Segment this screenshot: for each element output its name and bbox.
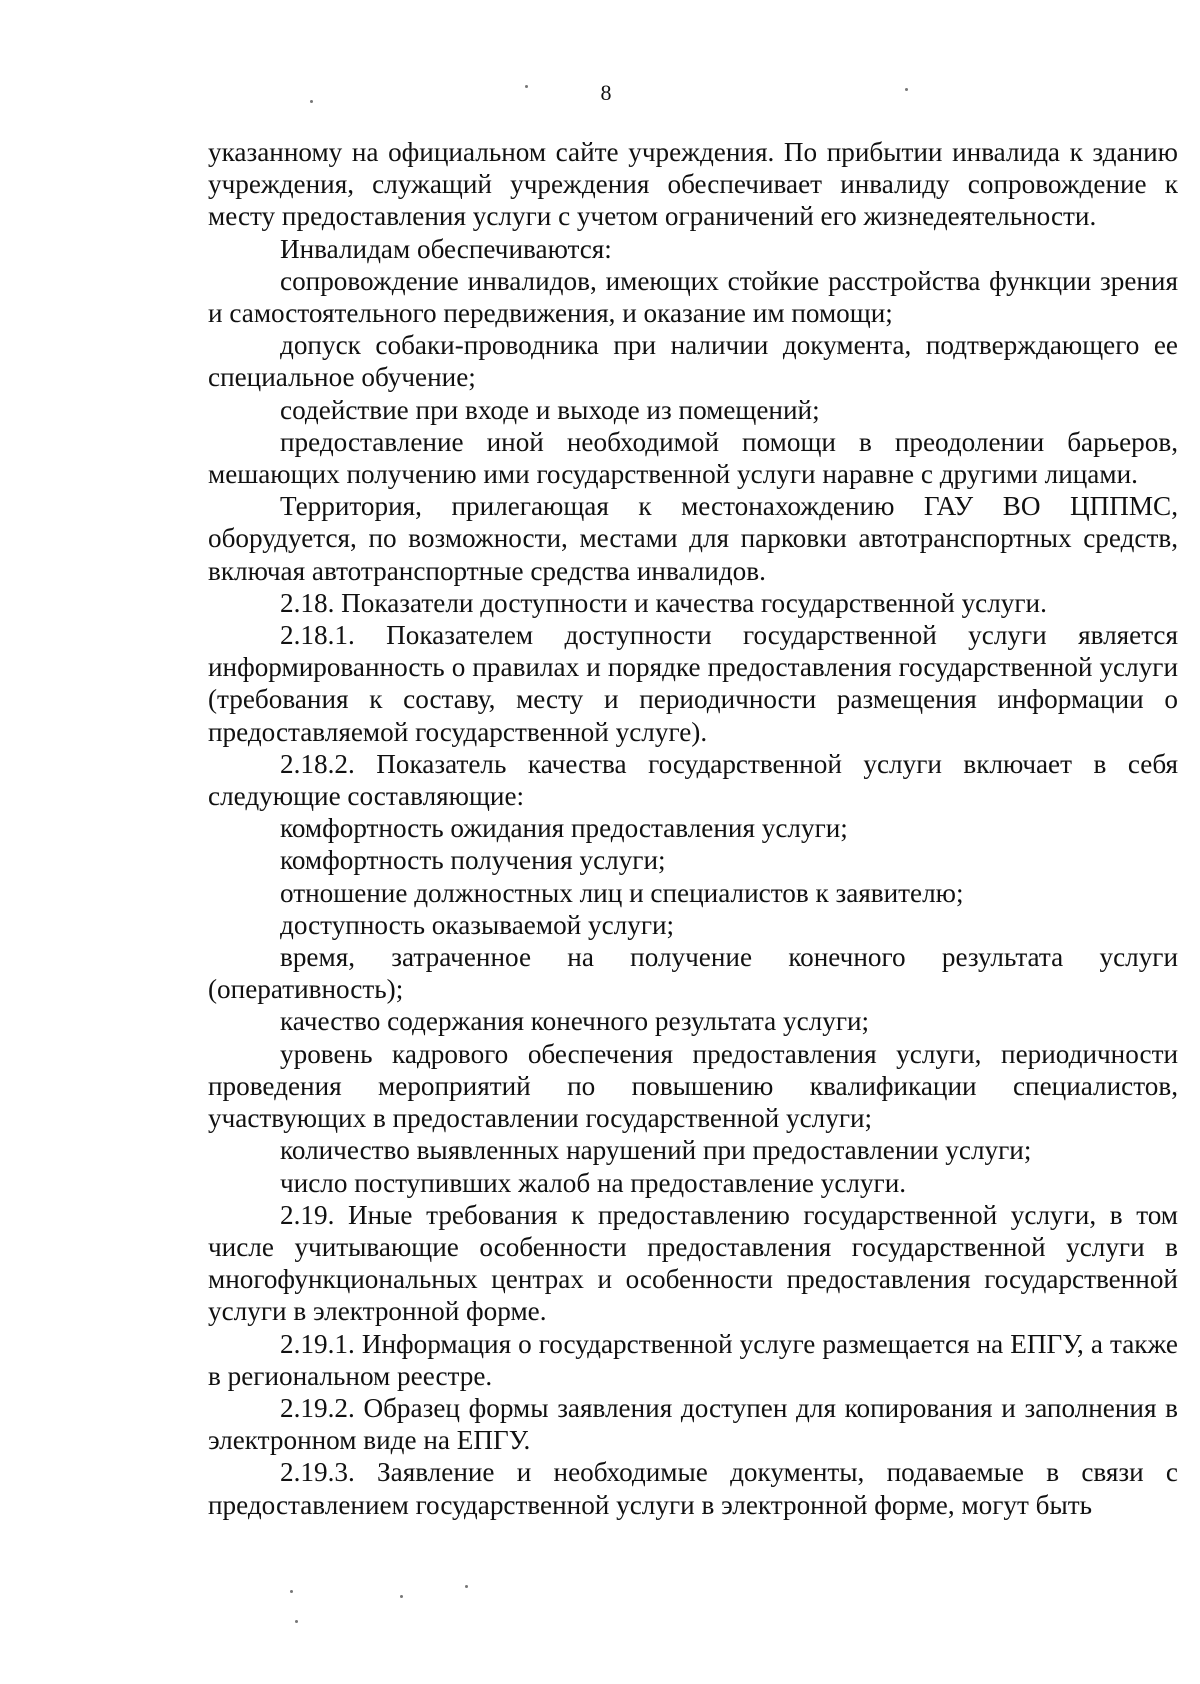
scan-speck — [400, 1595, 403, 1598]
paragraph: допуск собаки-проводника при наличии документа, подтверждающего ее специальное обучение; — [208, 330, 1178, 393]
list-item: качество содержания конечного результата услуги; — [280, 1006, 870, 1037]
scan-speck — [295, 1620, 298, 1623]
paragraph: 2.19.2. Образец формы заявления доступен для копирования и заполнения в электронном виде на ЕПГУ. — [208, 1392, 1178, 1456]
list-item: время, затраченное на получение конечного результата услуги (оперативность); — [208, 942, 1178, 1005]
list-item: комфортность ожидания предоставления услуги; — [280, 813, 848, 844]
section-heading: 2.19. Иные требования к предоставлению государственной услуги, в том числе учитывающие особенности предоставления государственной услуги в многофункциональных центрах и особенности предоставления государственной услуги в электронной форме. — [208, 1199, 1178, 1327]
paragraph: Территория, прилегающая к местонахождению ГАУ ВО ЦППМС, оборудуется, по возможности, местами для парковки автотранспортных средств, включая автотранспортные средства инвалидов. — [208, 491, 1178, 586]
paragraph: указанному на официальном сайте учреждения. По прибытии инвалида к зданию учреждения, служащий учреждения обеспечивает инвалиду сопровождение к месту предоставления услуги с учетом ограничений его жизнедеятельности. — [208, 137, 1178, 232]
paragraph: предоставление иной необходимой помощи в преодолении барьеров, мешающих получению ими государственной услуги наравне с другими лицами. — [208, 426, 1178, 490]
list-item: количество выявленных нарушений при предоставлении услуги; — [280, 1135, 1032, 1166]
paragraph: 2.18.2. Показатель качества государственной услуги включает в себя следующие составляющие: — [208, 748, 1178, 812]
paragraph: 2.19.3. Заявление и необходимые документы, подаваемые в связи с предоставлением государственной услуги в электронной форме, могут быть — [208, 1457, 1178, 1520]
list-item: число поступивших жалоб на предоставление услуги. — [280, 1167, 907, 1198]
scan-speck — [525, 85, 528, 88]
list-item: отношение должностных лиц и специалистов к заявителю; — [280, 877, 964, 908]
paragraph: 2.18.1. Показателем доступности государственной услуги является информированность о правилах и порядке предоставления государственной услуги (требования к составу, месту и периодичности размещения информации о предоставляемой государственной услуге). — [208, 620, 1178, 747]
list-item: уровень кадрового обеспечения предоставления услуги, периодичности проведения мероприятий по повышению квалификации специалистов, участвующих в предоставлении государственной услуги; — [208, 1038, 1178, 1134]
paragraph: сопровождение инвалидов, имеющих стойкие расстройства функции зрения и самостоятельного передвижения, и оказание им помощи; — [208, 265, 1178, 329]
paragraph: содействие при входе и выходе из помещений; — [280, 394, 820, 425]
scan-speck — [310, 100, 313, 103]
document-body — [208, 136, 1178, 1521]
scan-speck — [905, 88, 908, 91]
paragraph: Инвалидам обеспечиваются: — [280, 233, 612, 264]
scan-speck — [290, 1590, 293, 1593]
list-item: комфортность получения услуги; — [280, 845, 666, 876]
paragraph: 2.19.1. Информация о государственной услуге размещается на ЕПГУ, а также в региональном реестре. — [208, 1328, 1178, 1391]
page-number: 8 — [600, 80, 612, 105]
section-heading: 2.18. Показатели доступности и качества государственной услуги. — [280, 587, 1047, 618]
list-item: доступность оказываемой услуги; — [280, 909, 675, 940]
scan-speck — [465, 1585, 468, 1588]
